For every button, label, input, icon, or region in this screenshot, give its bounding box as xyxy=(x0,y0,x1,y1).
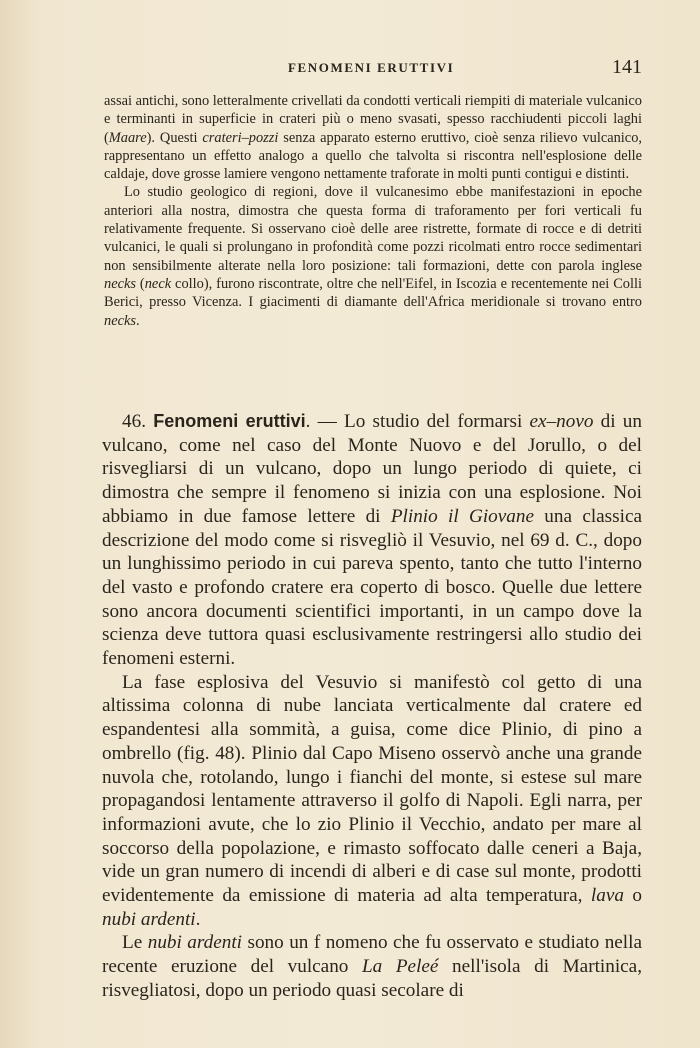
main-paragraph-1: 46. Fenomeni eruttivi. — Lo studio del formarsi ex–novo di un vulcano, come nel caso del Monte Nuovo e del Jorullo, o del risvegliarsi di un vulcano, dopo un lungo periodo di quiete, ci dimostra che sempre il fenomeno si inizia con una esplosione. Noi abbiamo in due famose lettere di Plinio il Giovane una classica descrizione del modo come si risvegliò il Vesuvio, nel 69 d. C., dopo un lunghissimo periodo in cui pareva spento, tanto che tutto l'interno del vasto e profondo cratere era coperto di bosco. Quelle due lettere sono ancora documenti scientifici importanti, in un campo dove la scienza deve tuttora quasi esclusivamente restringersi allo studio dei fenomeni esterni. xyxy=(102,411,642,670)
running-title: FENOMENI ERUTTIVI xyxy=(288,60,455,75)
italic-name-la-pelee: La Peleé xyxy=(361,956,439,978)
page-header xyxy=(104,56,642,84)
italic-term-neck: neck xyxy=(144,275,172,292)
italic-term-ex-novo: ex–novo xyxy=(529,411,594,432)
main-paragraph-3: Le nubi ardenti sono un f nomeno che fu osservato e studiato nella recente eruzione del vulcano La Peleé nell'isola di Martinica, risvegliatosi, dopo un periodo quasi secolare di xyxy=(102,932,642,1001)
italic-term-crateri-pozzi: crateri–pozzi xyxy=(202,129,279,146)
main-paragraph-2: La fase esplosiva del Vesuvio si manifestò col getto di una altissima colonna di nube lanciata verticalmente dal cratere ed espandentesi alla sommità, a guisa, come dice Plinio, di pino a ombrello (fig. 48). Plinio dal Capo Miseno osservò anche una grande nuvola che, rotolando, lungo i fianchi del monte, si estese sul mare propagandosi lentamente attraverso il golfo di Napoli. Egli narra, per informazioni avute, che lo zio Plinio il Vecchio, andato per mare al soccorso della popolazione, e rimasto soffocato dalle ceneri a Baja, vide un gran numero di incendi di alberi e di case sul monte, prodotti evidentemente da emissione di materia ad alta temperatura, lava o nubi ardenti. xyxy=(102,671,643,930)
italic-term-nubi-ardenti-2: nubi ardenti xyxy=(147,932,243,954)
page-number: 141 xyxy=(612,56,642,78)
italic-term-nubi-ardenti: nubi ardenti xyxy=(102,908,196,930)
italic-term-maare: Maare xyxy=(108,129,147,146)
italic-term-necks-2: necks xyxy=(104,312,136,329)
section-number: 46. xyxy=(122,411,146,432)
italic-term-lava: lava xyxy=(590,885,624,907)
italic-name-plinio: Plinio il Giovane xyxy=(390,505,534,527)
small-paragraph-2: Lo studio geologico di regioni, dove il vulcanesimo ebbe manifestazioni in epoche anteriori alla nostra, dimostra che questa forma di traforamento per fori verticali fu relativamente frequente. Si osservano cioè delle aree ristrette, formate di rocce e di detriti vulcanici, le quali si prolungano in profondità come pozzi ricolmati entro rocce sedimentari non sensibilmente alterate nella loro posizione: tali formazioni, dette con parola inglese necks (neck collo), furono riscontrate, oltre che nell'Eifel, in Iscozia e recentemente nei Colli Berici, presso Vicenza. I giacimenti di diamante dell'Africa meridionale si trovano entro necks. xyxy=(104,184,642,329)
main-section xyxy=(102,410,642,1003)
small-print-section xyxy=(104,92,642,330)
small-paragraph-1: assai antichi, sono letteralmente crivellati da condotti verticali riempiti di materiale vulcanico e terminanti in superficie in crateri più o meno svasati, spesso racchiudenti piccoli laghi (Maare). Questi crateri–pozzi senza apparato esterno eruttivo, cioè senza rilievo vulcanico, rappresentano un effetto analogo a quello che talvolta si riscontra nell'esplosione delle caldaje, dove grosse lamiere vengono nettamente traforate in molti punti contigui e distinti. xyxy=(104,93,642,183)
section-title: Fenomeni eruttivi xyxy=(153,411,306,431)
italic-term-necks: necks xyxy=(104,275,136,292)
